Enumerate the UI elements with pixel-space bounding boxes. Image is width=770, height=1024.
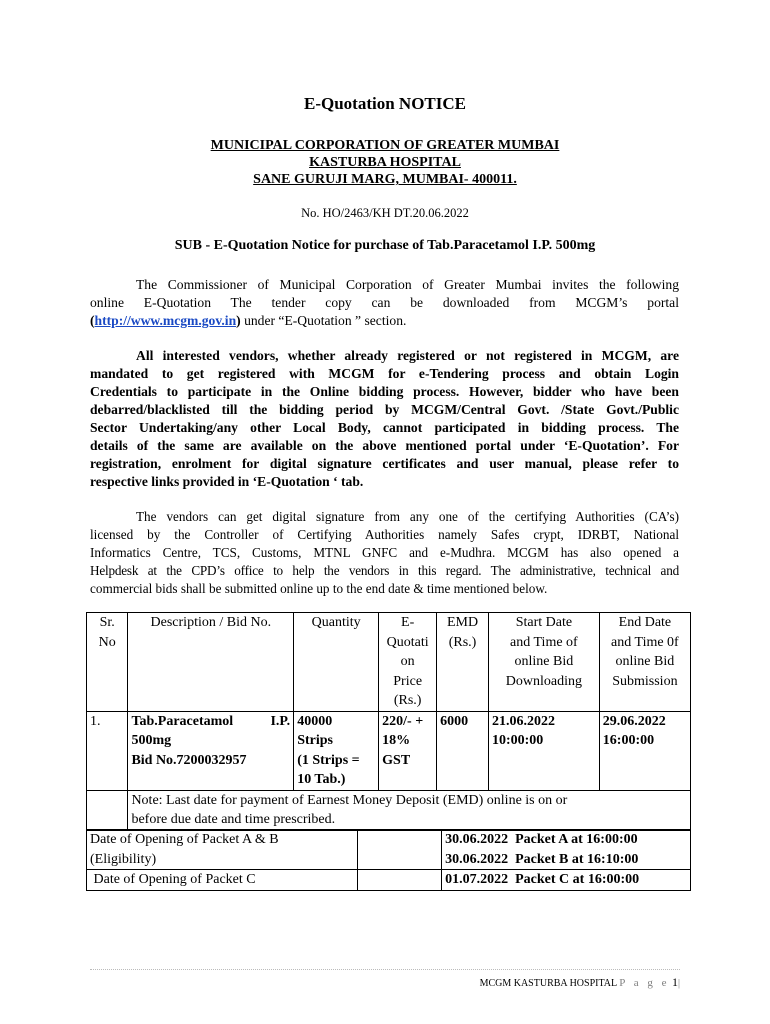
header-emd [437, 613, 489, 712]
footer-separator: | [677, 978, 680, 989]
table-row [87, 711, 691, 790]
header-sr-no [87, 613, 128, 712]
emd-note [128, 790, 691, 830]
cell-text: 40000 [297, 713, 333, 729]
cell-start-date [488, 711, 599, 790]
cell-quantity [294, 711, 379, 790]
hospital-address: SANE GURUJI MARG, MUMBAI- 400011. [253, 172, 517, 187]
cell-text: 21.06.2022 [491, 713, 555, 729]
note-row [87, 790, 691, 830]
header-text: and Time of [510, 634, 578, 650]
footer-page-word: P a g e [619, 977, 670, 989]
bid-table [86, 612, 691, 831]
signature-line: The vendors can get digital signature from any one of the certifying Authorities (CA’s) [136, 509, 679, 524]
header-text: Quantity [311, 615, 361, 630]
intro-line: online E-Quotation The tender copy can be downloaded from MCGM’s portal [90, 295, 679, 310]
cell-text: (1 Strips = [297, 752, 360, 768]
header-text: and Time 0f [611, 634, 679, 650]
table-header-row [87, 613, 691, 712]
header-text: (Rs.) [448, 634, 477, 650]
packet-ab-label [87, 830, 358, 870]
mcgm-portal-link[interactable]: http://www.mcgm.gov.in [94, 313, 237, 328]
cell-price [379, 711, 437, 790]
cell-text: 500mg [131, 733, 172, 748]
note-text: before due date and time prescribed. [131, 812, 336, 827]
link-close-paren: ) [236, 313, 241, 328]
header-text: E- [401, 615, 415, 630]
header-end-date [599, 613, 690, 712]
cell-text: Strips [297, 733, 333, 748]
header-text: Price [393, 673, 423, 689]
cell-description [128, 711, 294, 790]
header-start-date [488, 613, 599, 712]
label-text: Date of Opening of Packet A & B [90, 832, 279, 847]
signature-line: Informatics Centre, TCS, Customs, MTNL GNFC and e-Mudhra. MCGM has also opened a [90, 545, 679, 560]
registration-line: debarred/blacklisted till the bidding period by MCGM/Central Govt. /State Govt./Public [90, 402, 679, 417]
header-text: Description / Bid No. [150, 615, 272, 630]
cell-end-date [599, 711, 690, 790]
header-quantity [294, 613, 379, 712]
cell-text: 10:00:00 [491, 733, 544, 748]
cell-text: 29.06.2022 [602, 713, 666, 729]
footer-org: MCGM KASTURBA HOSPITAL [479, 978, 617, 989]
footer-page-number: 1 [671, 975, 678, 989]
header-price [379, 613, 437, 712]
registration-line: All interested vendors, whether already registered or not registered in MCGM, are [136, 348, 679, 363]
cell-text: 220/- + [382, 713, 424, 729]
cell-text: Tab.Paracetamol I.P. [131, 713, 291, 729]
registration-line: Sector Undertaking/any other Local Body, cannot participated in bidding process. The [90, 420, 679, 435]
header-text: (Rs.) [393, 693, 422, 708]
header-text: Downloading [505, 673, 582, 689]
header-text: Submission [612, 673, 678, 689]
intro-line: The Commissioner of Municipal Corporation of Greater Mumbai invites the following [136, 277, 679, 292]
cell-text: Bid No.7200032957 [131, 752, 247, 768]
intro-line [90, 312, 679, 330]
registration-line: mandated to get registered with MCGM for e-Tendering process and obtain Login [90, 366, 679, 381]
cell-text: 18% [382, 733, 411, 748]
org-name: MUNICIPAL CORPORATION OF GREATER MUMBAI [210, 138, 560, 153]
intro-line-rest: under “E-Quotation ” section. [240, 313, 407, 328]
cell-sr-no: 1. [87, 711, 128, 790]
vendor-registration-paragraph [90, 347, 679, 491]
packet-c-value: 01.07.2022 Packet C at 16:00:00 [442, 870, 691, 891]
packet-c-label [87, 870, 358, 891]
packet-ab-empty [358, 830, 442, 870]
header-description [128, 613, 294, 712]
label-text: (Eligibility) [90, 851, 157, 867]
header-text: Start Date [515, 615, 573, 630]
header-text: online Bid [615, 654, 675, 669]
header-text: on [400, 654, 415, 669]
note-text: Note: Last date for payment of Earnest Money Deposit (EMD) online is on or [131, 792, 568, 808]
packet-ab-row [87, 830, 691, 870]
packet-ab-value [442, 830, 691, 870]
signature-line: commercial bids shall be submitted online up to the end date & time mentioned below. [90, 581, 548, 596]
link-open-paren: ( [90, 313, 95, 328]
signature-line: licensed by the Controller of Certifying Authorities namely Safes crypt, IDRBT, National [90, 527, 679, 542]
hospital-name: KASTURBA HOSPITAL [309, 155, 461, 170]
cell-text: 16:00:00 [602, 733, 655, 748]
header-text: online Bid [514, 654, 574, 669]
value-text: 30.06.2022 Packet A at 16:00:00 [445, 832, 638, 847]
registration-line: registration, enrolment for digital signature certificates and user manual, please refer to [90, 456, 679, 471]
notice-title: E-Quotation NOTICE [304, 94, 466, 113]
cell-text: 10 Tab.) [297, 772, 346, 787]
packet-opening-table [86, 829, 691, 891]
signature-line: Helpdesk at the CPD’s office to help the vendors in this regard. The administrative, technical and [90, 563, 679, 578]
header-text: No [98, 634, 116, 650]
registration-line: details of the same are available on the above mentioned portal under ‘E-Quotation’. For [90, 438, 679, 453]
intro-paragraph [90, 276, 679, 330]
registration-line: Credentials to participate in the Online bidding process. However, bidder who have been [90, 384, 679, 399]
page-footer [430, 975, 680, 990]
header-text: Quotati [386, 634, 429, 650]
digital-signature-paragraph [90, 508, 679, 598]
cell-emd: 6000 [437, 711, 489, 790]
label-text: Date of Opening of Packet C [93, 872, 256, 887]
header-text: Sr. [99, 615, 115, 630]
header-text: EMD [446, 615, 479, 630]
note-spacer-cell [87, 790, 128, 830]
packet-c-empty [358, 870, 442, 891]
packet-c-row [87, 870, 691, 891]
value-text: 30.06.2022 Packet B at 16:10:00 [445, 851, 639, 867]
cell-text: GST [382, 752, 411, 768]
header-text: End Date [618, 615, 672, 630]
registration-line: respective links provided in ‘E-Quotation ‘ tab. [90, 474, 364, 489]
subject-line: SUB - E-Quotation Notice for purchase of Tab.Paracetamol I.P. 500mg [174, 238, 596, 253]
footer-divider [90, 969, 680, 970]
reference-number: No. HO/2463/KH DT.20.06.2022 [301, 206, 469, 220]
